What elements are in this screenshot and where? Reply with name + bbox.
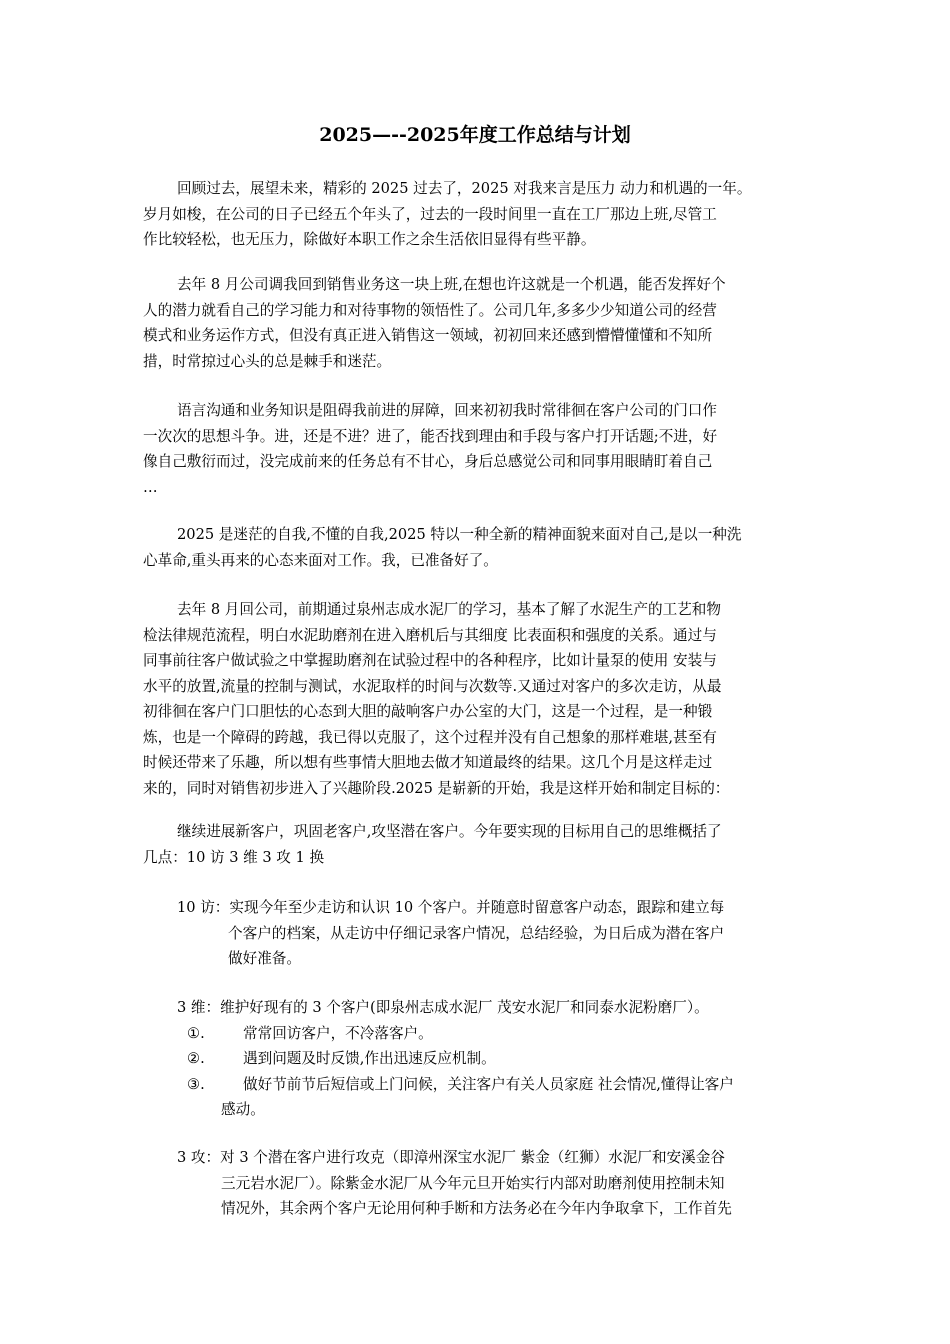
paragraph-transfer	[143, 272, 815, 374]
text-line: 作比较轻松，也无压力，除做好本职工作之余生活依旧显得有些平静。	[143, 231, 596, 248]
goal-maintain	[143, 995, 815, 1123]
list-number: ①.	[187, 1024, 205, 1042]
text-line: 感动。	[221, 1101, 265, 1118]
text-line: 10 访：实现今年至少走访和认识 10 个客户。并随意时留意客户动态，跟踪和建立每	[177, 899, 725, 916]
text-line: 2025 是迷茫的自我,不懂的自我,2025 特以一种全新的精神面貌来面对自己,是以一种洗	[177, 526, 742, 543]
paragraph-review	[143, 176, 815, 253]
text-line: 去年 8 月回公司，前期通过泉州志成水泥厂的学习，基本了解了水泥生产的工艺和物	[177, 601, 721, 618]
text-line: …	[143, 478, 158, 496]
maintain-heading: 3 维：维护好现有的 3 个客户(即泉州志成水泥厂 茂安水泥厂和同泰水泥粉磨厂）。	[177, 999, 709, 1016]
paragraph-goals	[143, 819, 815, 870]
text-line: 炼，也是一个障碍的跨越，我已得以克服了，这个过程并没有自己想象的那样难堪,甚至有	[143, 728, 717, 746]
goal-visit	[143, 895, 815, 972]
list-text: 做好节前节后短信或上门问候，关注客户有关人员家庭 社会情况,懂得让客户	[243, 1075, 734, 1093]
list-number: ②.	[187, 1050, 205, 1067]
document-title: 2025—--2025年度工作总结与计划	[319, 124, 631, 146]
text-line: 回顾过去，展望未来，精彩的 2025 过去了，2025 对我来言是压力 动力和机遇的一年。	[177, 180, 752, 197]
text-line: 同事前往客户做试验之中掌握助磨剂在试验过程中的各种程序，比如计量泵的使用 安装与	[143, 652, 717, 669]
text-line: 做好准备。	[228, 950, 301, 967]
list-item	[143, 1021, 815, 1047]
list-text: 常常回访客户，不冷落客户。	[243, 1024, 433, 1042]
text-line: 几点：10 访 3 维 3 攻 1 换	[143, 848, 325, 866]
text-line: 水平的放置,流量的控制与测试，水泥取样的时间与次数等.又通过对客户的多次走访，从最	[143, 677, 722, 695]
text-line: 个客户的档案，从走访中仔细记录客户情况，总结经验，为日后成为潜在客户	[228, 924, 725, 942]
text-line: 时候还带来了乐趣，所以想有些事情大胆地去做才知道最终的结果。这几个月是这样走过	[143, 754, 713, 771]
text-line: 检法律规范流程，明白水泥助磨剂在进入磨机后与其细度 比表面积和强度的关系。通过与	[143, 626, 717, 644]
text-line: 情况外，其余两个客户无论用何种手断和方法务必在今年内争取拿下，工作首先	[221, 1200, 732, 1217]
text-line: 语言沟通和业务知识是阻碍我前进的屏障，回来初初我时常徘徊在客户公司的门口作	[177, 402, 717, 419]
text-line: 岁月如梭，在公司的日子已经五个年头了，过去的一段时间里一直在工厂那边上班,尽管工	[143, 205, 717, 223]
text-line: 继续进展新客户，巩固老客户,攻坚潜在客户。今年要实现的目标用自己的思维概括了	[177, 823, 722, 840]
text-line: 心革命,重头再来的心态来面对工作。我，已准备好了。	[143, 551, 498, 569]
paragraph-learning	[143, 597, 815, 801]
paragraph-new-self	[143, 522, 815, 573]
paragraph-communication	[143, 398, 815, 500]
list-item	[143, 1072, 815, 1098]
list-number: ③.	[187, 1075, 205, 1093]
text-line: 来的，同时对销售初步进入了兴趣阶段.2025 是崭新的开始，我是这样开始和制定目标的：	[143, 779, 730, 797]
text-line: 初徘徊在客户门口胆怯的心态到大胆的敲响客户办公室的大门，这是一个过程，是一种锻	[143, 703, 713, 720]
text-line: 去年 8 月公司调我回到销售业务这一块上班,在想也许这就是一个机遇，能否发挥好个	[177, 276, 726, 293]
list-text: 遇到问题及时反馈,作出迅速反应机制。	[243, 1050, 496, 1067]
text-line: 三元岩水泥厂）。除紫金水泥厂从今年元旦开始实行内部对助磨剂使用控制未知	[221, 1174, 725, 1192]
text-line: 措，时常掠过心头的总是棘手和迷茫。	[143, 352, 392, 370]
list-item	[143, 1046, 815, 1072]
goal-attack	[143, 1145, 815, 1222]
text-line: 像自己敷衍而过，没完成前来的任务总有不甘心，身后总感觉公司和同事用眼睛盯着自己	[143, 453, 713, 470]
text-line: 模式和业务运作方式，但没有真正进入销售这一领域，初初回来还感到懵懵懂懂和不知所	[143, 327, 713, 344]
text-line: 3 攻：对 3 个潜在客户进行攻克（即漳州深宝水泥厂 紫金（红狮）水泥厂和安溪金谷	[177, 1149, 725, 1166]
text-line: 人的潜力就看自己的学习能力和对待事物的领悟性了。公司几年,多多少少知道公司的经营	[143, 301, 717, 319]
text-line: 一次次的思想斗争。进，还是不进？进了，能否找到理由和手段与客户打开话题;不进，好	[143, 427, 718, 445]
